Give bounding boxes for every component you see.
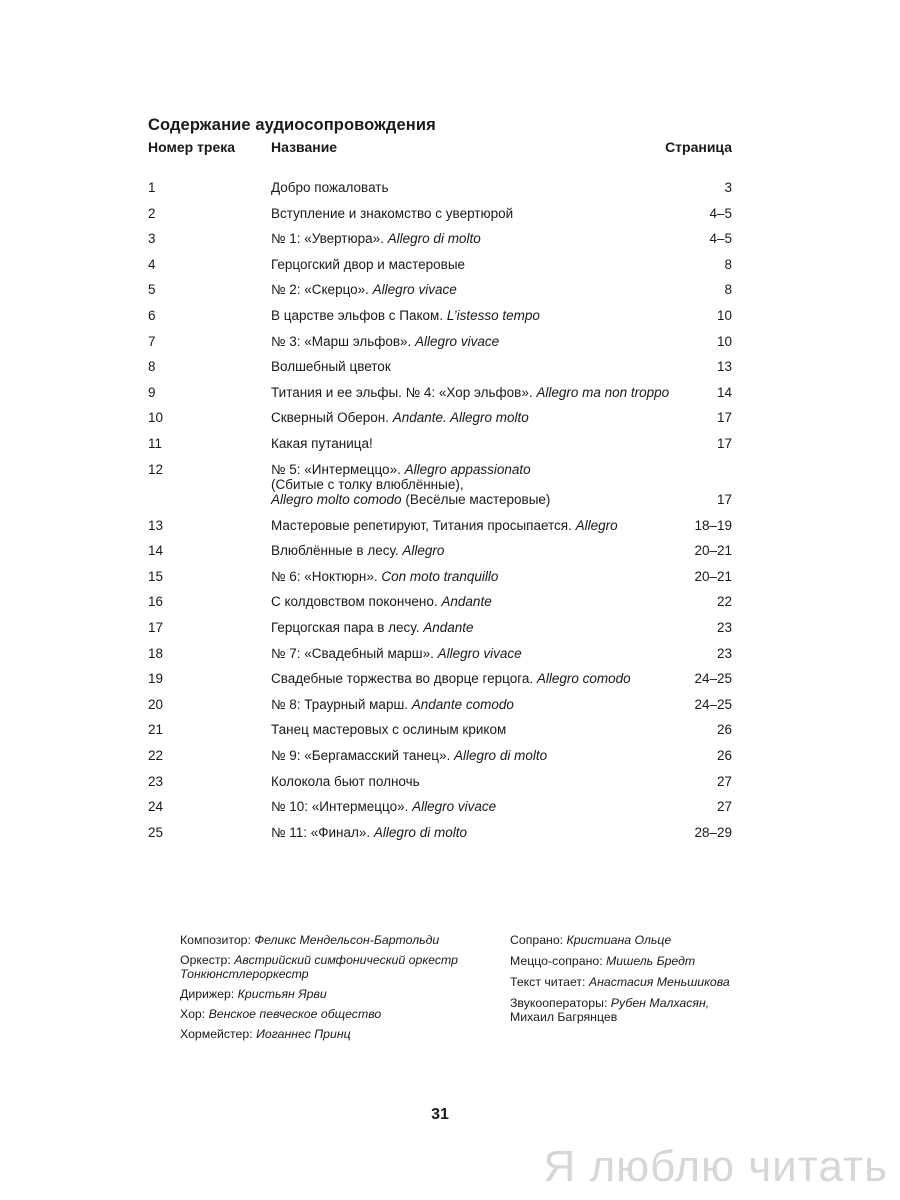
track-number: 17 (148, 620, 164, 635)
track-title-line (271, 282, 691, 297)
credit-role: Сопрано: (510, 933, 567, 947)
track-title-line (271, 334, 691, 349)
credits-right (510, 933, 770, 1031)
title-text: Добро пожаловать (271, 180, 389, 195)
credit-name: Иоганнес Принц (256, 1027, 351, 1041)
title-text: № 2: «Скерцо». (271, 282, 373, 298)
track-page: 17 (716, 410, 732, 426)
track-title (271, 410, 691, 425)
title-text: № 9: «Бергамасский танец». (271, 748, 455, 763)
track-page: 13 (716, 359, 732, 375)
track-number: 23 (148, 773, 164, 789)
track-title-line (271, 748, 691, 763)
track-title-line (271, 722, 691, 737)
credit-name: Мишель Бредт (606, 954, 696, 968)
credit-role: Звукооператоры: (510, 996, 611, 1010)
tempo-marking: Andante (441, 594, 492, 610)
track-title-line (271, 799, 691, 814)
track-page: 4–5 (709, 231, 732, 247)
track-page: 8 (724, 282, 732, 298)
credit-role: Текст читает: (510, 975, 589, 989)
track-title (271, 206, 691, 221)
title-text: № 7: «Свадебный марш». (271, 645, 438, 661)
track-number: 4 (148, 256, 156, 272)
track-number: 20 (148, 696, 164, 712)
tempo-marking: Allegro di molto (454, 748, 548, 763)
track-page: 14 (716, 384, 732, 400)
tempo-marking: Allegro comodo (536, 671, 631, 687)
track-title-line (271, 231, 691, 246)
tempo-marking: Andante. Allegro molto (392, 410, 529, 426)
track-title-line (271, 180, 691, 195)
title-text: № 6: «Ноктюрн». (271, 568, 382, 584)
title-text: В царстве эльфов с Паком. (271, 308, 447, 323)
tempo-marking: Allegro vivace (372, 282, 457, 298)
track-title-line (271, 206, 691, 221)
track-number: 8 (148, 359, 156, 375)
track-title (271, 748, 691, 763)
track-number: 12 (148, 461, 164, 477)
title-text: Титания и ее эльфы. № 4: «Хор эльфов». (271, 384, 537, 400)
track-title (271, 282, 691, 297)
title-text: (Сбитые с толку влюблённые), (271, 476, 464, 492)
track-number: 18 (148, 645, 164, 661)
track-page: 17 (716, 436, 732, 451)
track-page: 10 (716, 308, 732, 323)
credit-entry (180, 987, 480, 1001)
track-page: 3 (724, 180, 732, 195)
track-page: 4–5 (709, 205, 732, 221)
track-title-line (271, 477, 691, 492)
credit-name-continued: Михаил Багрянцев (510, 1010, 618, 1024)
track-number: 15 (148, 568, 164, 584)
track-page: 23 (716, 620, 732, 635)
credit-entry (510, 933, 770, 947)
title-text: Мастеровые репетируют, Титания просыпается. (271, 517, 576, 533)
track-number: 1 (148, 180, 156, 195)
track-page: 18–19 (694, 517, 732, 533)
track-title-line (271, 359, 691, 374)
credit-name: Рубен Малхасян, (610, 996, 710, 1010)
title-text: № 10: «Интермеццо». (271, 799, 413, 815)
title-text: Герцогский двор и мастеровые (271, 256, 466, 272)
track-title (271, 620, 691, 635)
tempo-marking: Allegro appassionato (404, 461, 531, 477)
track-page: 24–25 (694, 696, 732, 712)
title-text: № 11: «Финал». (271, 824, 374, 840)
credits-left (180, 933, 480, 1047)
track-page: 23 (716, 645, 732, 661)
track-title (271, 334, 691, 349)
credit-role: Композитор: (180, 933, 255, 947)
track-title (271, 825, 691, 840)
track-page: 22 (716, 594, 732, 610)
track-title-line (271, 646, 691, 661)
track-title (271, 257, 691, 272)
tempo-marking: Andante (423, 620, 474, 635)
watermark: Я люблю читать (543, 1142, 888, 1191)
title-text: № 8: Траурный марш. (271, 696, 412, 712)
track-number: 6 (148, 308, 156, 323)
track-title (271, 799, 691, 814)
track-title-line (271, 774, 691, 789)
track-title-line (271, 410, 691, 425)
title-text: (Весёлые мастеровые) (401, 491, 551, 507)
track-page: 26 (716, 722, 732, 738)
title-text: Герцогская пара в лесу. (271, 620, 424, 635)
column-header-track: Номер трека (148, 139, 236, 155)
title-text: № 3: «Марш эльфов». (271, 333, 416, 349)
track-title (271, 231, 691, 246)
track-page: 10 (716, 333, 732, 349)
tempo-marking: Allegro (402, 543, 445, 559)
credit-name: Австрийский симфонический оркестр (234, 953, 458, 967)
track-title-line (271, 462, 691, 477)
track-title (271, 646, 691, 661)
track-title-line (271, 825, 691, 840)
track-number: 16 (148, 594, 164, 610)
track-title (271, 543, 691, 558)
track-title-line (271, 518, 691, 533)
track-page: 24–25 (694, 671, 732, 687)
track-title (271, 569, 691, 584)
credit-name: Кристьян Ярви (237, 987, 327, 1001)
track-title-line (271, 620, 691, 635)
track-title (271, 774, 691, 789)
track-number: 5 (148, 282, 156, 298)
track-title-line (271, 492, 691, 507)
credit-role: Хор: (180, 1007, 209, 1021)
track-title-line (271, 697, 691, 712)
track-page: 17 (716, 491, 732, 507)
track-number: 11 (148, 436, 163, 451)
title-text: № 1: «Увертюра». (271, 231, 388, 247)
tempo-marking: L’istesso tempo (446, 308, 540, 323)
title-text: № 5: «Интермеццо». (271, 461, 405, 477)
tempo-marking: Allegro molto comodo (271, 491, 402, 507)
track-number: 14 (148, 543, 164, 559)
title-text: Свадебные торжества во дворце герцога. (271, 671, 537, 687)
track-title (271, 359, 691, 374)
track-number: 25 (148, 824, 164, 840)
track-title (271, 462, 691, 507)
page-number: 31 (431, 1106, 449, 1123)
credit-role: Дирижер: (180, 987, 238, 1001)
title-text: Какая путаница! (271, 436, 373, 451)
credit-name: Анастасия Меньшикова (588, 975, 730, 989)
credit-name: Феликс Мендельсон-Бартольди (254, 933, 440, 947)
track-title (271, 436, 691, 451)
credit-entry (510, 975, 770, 989)
title-text: Вступление и знакомство с увертюрой (271, 205, 514, 221)
track-title (271, 722, 691, 737)
track-page: 27 (716, 799, 732, 815)
track-title-line (271, 671, 691, 686)
track-number: 3 (148, 231, 156, 247)
track-title-line (271, 436, 691, 451)
track-page: 20–21 (694, 543, 732, 559)
page-title: Содержание аудиосопровождения (148, 116, 436, 134)
track-title (271, 385, 691, 400)
credit-entry (510, 954, 770, 968)
track-number: 22 (148, 748, 164, 763)
credit-role: Хормейстер: (180, 1027, 257, 1041)
track-page: 8 (724, 256, 732, 272)
track-number: 21 (148, 722, 164, 738)
track-title (271, 308, 691, 323)
track-number: 7 (148, 333, 156, 349)
title-text: Влюблённые в лесу. (271, 543, 403, 559)
track-title (271, 671, 691, 686)
tempo-marking: Andante comodo (411, 696, 514, 712)
title-text: Скверный Оберон. (271, 410, 393, 426)
track-title (271, 594, 691, 609)
tempo-marking: Con moto tranquillo (381, 568, 499, 584)
track-title (271, 180, 691, 195)
track-title-line (271, 594, 691, 609)
track-page: 28–29 (694, 824, 732, 840)
track-number: 2 (148, 205, 156, 221)
credit-entry (510, 996, 770, 1024)
track-page: 26 (716, 748, 732, 763)
tempo-marking: Allegro (575, 517, 618, 533)
credit-name: Кристиана Ольце (566, 933, 672, 947)
tempo-marking: Allegro di molto (373, 824, 467, 840)
tempo-marking: Allegro ma non troppo (536, 384, 670, 400)
tempo-marking: Allegro vivace (415, 333, 500, 349)
track-title-line (271, 308, 691, 323)
track-title (271, 518, 691, 533)
track-title-line (271, 257, 691, 272)
credit-entry (180, 933, 480, 947)
track-title-line (271, 543, 691, 558)
track-page: 27 (716, 773, 732, 789)
track-number: 19 (148, 671, 164, 687)
credit-role: Меццо-сопрано: (510, 954, 607, 968)
credit-name-continued: Тонкюнстлероркестр (180, 967, 309, 981)
column-header-name: Название (271, 139, 338, 155)
title-text: С колдовством покончено. (271, 594, 442, 610)
title-text: Волшебный цветок (271, 359, 391, 375)
credit-name: Венское певческое общество (208, 1007, 382, 1021)
credit-entry (180, 1007, 480, 1021)
track-page: 20–21 (694, 568, 732, 584)
track-title (271, 697, 691, 712)
tempo-marking: Allegro di molto (387, 231, 481, 247)
track-title-line (271, 385, 691, 400)
title-text: Колокола бьют полночь (271, 773, 420, 789)
track-number: 13 (148, 517, 164, 533)
track-number: 10 (148, 410, 164, 426)
column-header-page: Страница (665, 139, 732, 155)
tempo-marking: Allegro vivace (437, 645, 522, 661)
credit-entry (180, 1027, 480, 1041)
title-text: Танец мастеровых с ослиным криком (271, 722, 507, 738)
track-number: 24 (148, 799, 164, 815)
tempo-marking: Allegro vivace (412, 799, 497, 815)
credit-entry (180, 953, 480, 981)
track-title-line (271, 569, 691, 584)
track-number: 9 (148, 384, 156, 400)
credit-role: Оркестр: (180, 953, 235, 967)
